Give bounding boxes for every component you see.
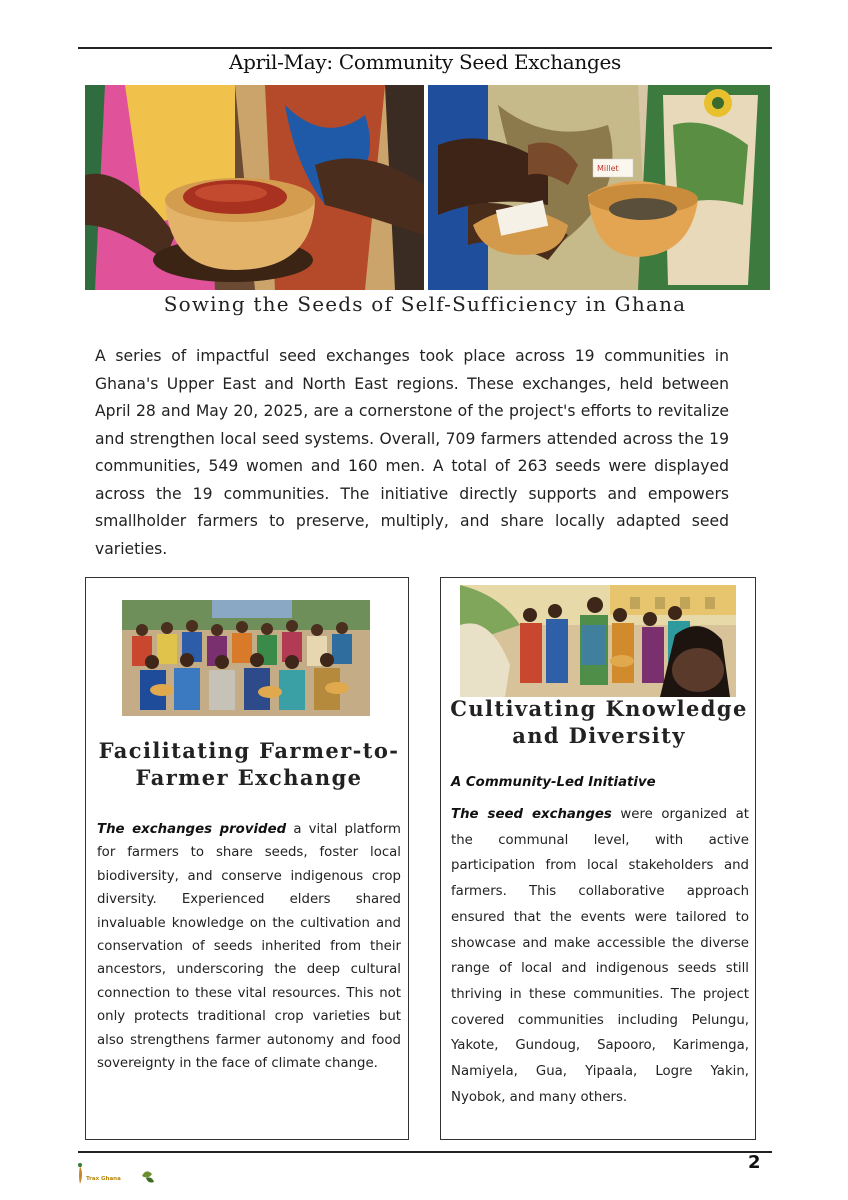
knowledge-diversity-title: Cultivating Knowledge and Diversity <box>450 696 748 748</box>
knowledge-diversity-body: were organized at the communal level, with active participation from local stakeholders and farmers. This collaborative approach ensured that the events were tailored to showcase and make accessible the diverse range of local and indigenous seeds still thriving in these communities. The project covered communities including Pelungu, Yakote, Gundoug, Sapooro, Karimenga, Namiyela, Gua, Yipaala, Logre Yakin, Nyobok, and many others. <box>451 807 749 1105</box>
community-led-subtitle: A Community-Led Initiative <box>451 775 656 790</box>
bottom-rule <box>78 1151 772 1153</box>
hero-photo-left <box>85 85 424 290</box>
footer-logos <box>76 1162 166 1190</box>
farmer-exchange-title: Facilitating Farmer-to-Farmer Exchange <box>98 738 400 790</box>
headline: Sowing the Seeds of Self-Sufficiency in Ghana <box>163 292 687 316</box>
page-number: 2 <box>748 1152 761 1173</box>
intro-paragraph: A series of impactful seed exchanges took place across 19 communities in Ghana's Upper East and North East regions. These exchanges, held between April 28 and May 20, 2025, are a cornerstone of the project's efforts to revitalize and strengthen local seed systems. Overall, 709 farmers attended across the 19 communities, 549 women and 160 men. A total of 263 seeds were displayed across the 19 communities. The initiative directly supports and empowers smallholder farmers to preserve, multiply, and share locally adapted seed varieties. <box>95 347 729 558</box>
top-rule <box>78 47 772 49</box>
community-gathering-photo <box>460 585 736 697</box>
hero-photo-right <box>428 85 770 290</box>
section-title: April-May: Community Seed Exchanges <box>229 50 621 74</box>
farmer-exchange-body: a vital platform for farmers to share seeds, foster local biodiversity, and conserve indigenous crop diversity. Experienced elders shared invaluable knowledge on the cultivation and conservation of seeds inherited from their ancestors, underscoring the deep cultural connection to these vital resources. This not only protects traditional crop varieties but also strengthens farmer autonomy and food sovereignty in the face of climate change. <box>97 822 401 1072</box>
farmer-exchange-text <box>97 818 401 1075</box>
knowledge-diversity-lead: The seed exchanges <box>451 807 612 822</box>
knowledge-diversity-text <box>451 802 749 1110</box>
millet-label: Millet <box>597 164 619 173</box>
farmer-exchange-lead: The exchanges provided <box>97 822 287 837</box>
group-photo <box>122 600 370 716</box>
trax-ghana-logo-text: Trax Ghana <box>86 1176 121 1182</box>
